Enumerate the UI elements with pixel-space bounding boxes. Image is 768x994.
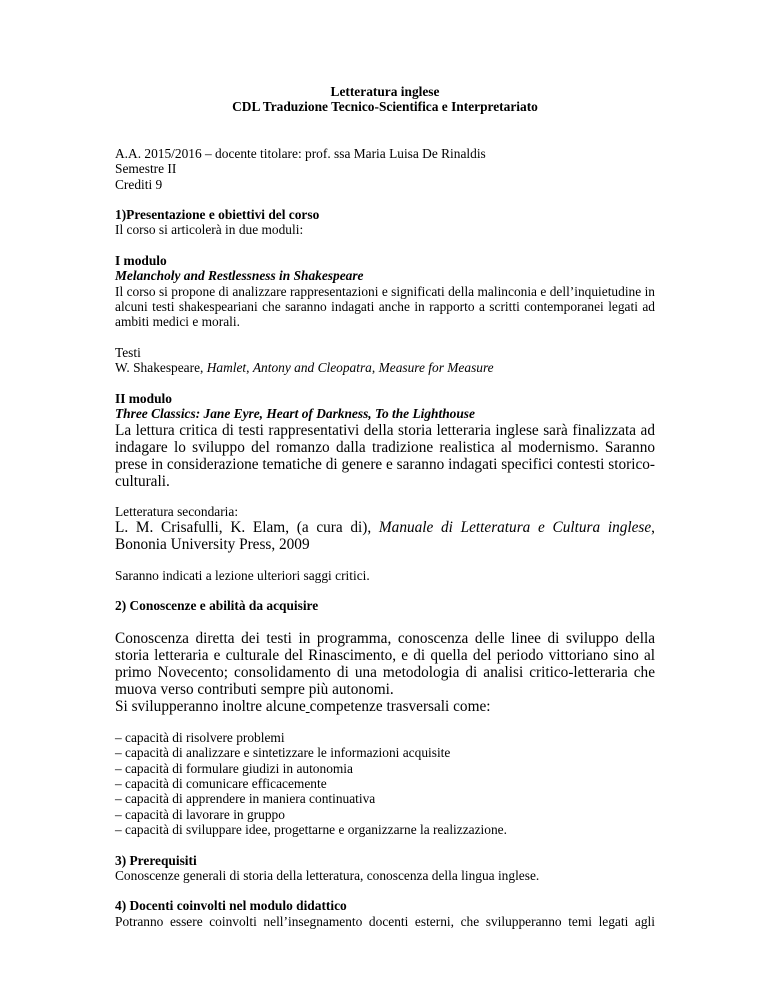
secondary-literature-label: Letteratura secondaria: (115, 503, 239, 519)
list-item: – capacità di sviluppare idee, progettarne e organizzarne la realizzazione. (115, 822, 507, 838)
secondary-literature-reference (115, 519, 655, 553)
section1-heading: 1)Presentazione e obiettivi del corso (115, 207, 320, 223)
texts-separator: , (371, 360, 379, 376)
section2-paragraph: Conoscenza diretta dei testi in programma, conoscenza delle linee di sviluppo della storia letteraria e culturale del Rinascimento, e di quella del periodo vittoriano sino al primo Novecento; consolidamento di una metodologia di analisi critico-letteraria che muova verso contributi sempre più autonomi. (115, 629, 655, 698)
section3-text: Conoscenze generali di storia della letteratura, conoscenza della lingua inglese. (115, 867, 540, 883)
list-item: – capacità di lavorare in gruppo (115, 806, 285, 822)
module2-title: Three Classics: Jane Eyre, Heart of Darkness, To the Lighthouse (115, 406, 475, 422)
secondary-authors: L. M. Crisafulli, K. Elam, (a cura di), (115, 518, 379, 536)
skills-list (115, 730, 655, 838)
module2-label: II modulo (115, 390, 172, 406)
semester-line: Semestre II (115, 161, 177, 177)
section4-text: Potranno essere coinvolti nell’insegnamento docenti esterni, che svilupperanno temi legati agli (115, 913, 655, 929)
module1-title: Melancholy and Restlessness in Shakespeare (115, 268, 364, 284)
list-item: – capacità di formulare giudizi in autonomia (115, 760, 353, 776)
list-item: – capacità di apprendere in maniera continuativa (115, 791, 376, 807)
document-body (115, 84, 655, 929)
course-subtitle: CDL Traduzione Tecnico-Scientifica e Interpretariato (232, 99, 538, 115)
module1-texts-list (115, 360, 655, 375)
additional-essays-note: Saranno indicati a lezione ulteriori saggi critici. (115, 567, 370, 583)
skills-intro: Si svilupperanno inoltre alcune competenze trasversali come: (115, 697, 491, 715)
module1-label: I modulo (115, 252, 167, 268)
module1-texts-label: Testi (115, 344, 141, 360)
academic-year-line: A.A. 2015/2016 – docente titolare: prof. ssa Maria Luisa De Rinaldis (115, 145, 486, 161)
list-item: – capacità di analizzare e sintetizzare le informazioni acquisite (115, 745, 451, 761)
text-antony-cleopatra: Antony and Cleopatra (252, 360, 372, 376)
course-title: Letteratura inglese (330, 84, 440, 99)
text-measure-for-measure: Measure for Measure (378, 360, 494, 376)
text-hamlet: Hamlet (206, 360, 247, 376)
credits-line: Crediti 9 (115, 176, 163, 192)
section3-heading: 3) Prerequisiti (115, 852, 197, 868)
module2-description: La lettura critica di testi rappresentativi della storia letteraria inglese sarà finalizzata ad indagare lo sviluppo del romanzo dalla tradizione realistica al modernismo. Saranno prese in considerazione tematiche di genere e saranno indagati specifici contesti storico-culturali. (115, 421, 655, 490)
module1-description: Il corso si propone di analizzare rappresentazioni e significati della malinconia e dell’inquietudine in alcuni testi shakespeariani che saranno indagati anche in rapporto a scritti contemporanei legati ad ambiti medici e morali. (115, 283, 655, 330)
secondary-publisher: , Bononia University Press, 2009 (115, 518, 655, 553)
list-item: – capacità di risolvere problemi (115, 729, 285, 745)
secondary-book-title: Manuale di Letteratura e Cultura inglese (378, 518, 652, 536)
texts-author: W. Shakespeare, (115, 360, 207, 376)
section4-heading: 4) Docenti coinvolti nel modulo didattico (115, 898, 347, 914)
section2-heading: 2) Conoscenze e abilità da acquisire (115, 598, 319, 614)
list-item: – capacità di comunicare efficacemente (115, 775, 327, 791)
section1-intro: Il corso si articolerà in due moduli: (115, 222, 304, 238)
texts-separator: , (246, 360, 253, 376)
